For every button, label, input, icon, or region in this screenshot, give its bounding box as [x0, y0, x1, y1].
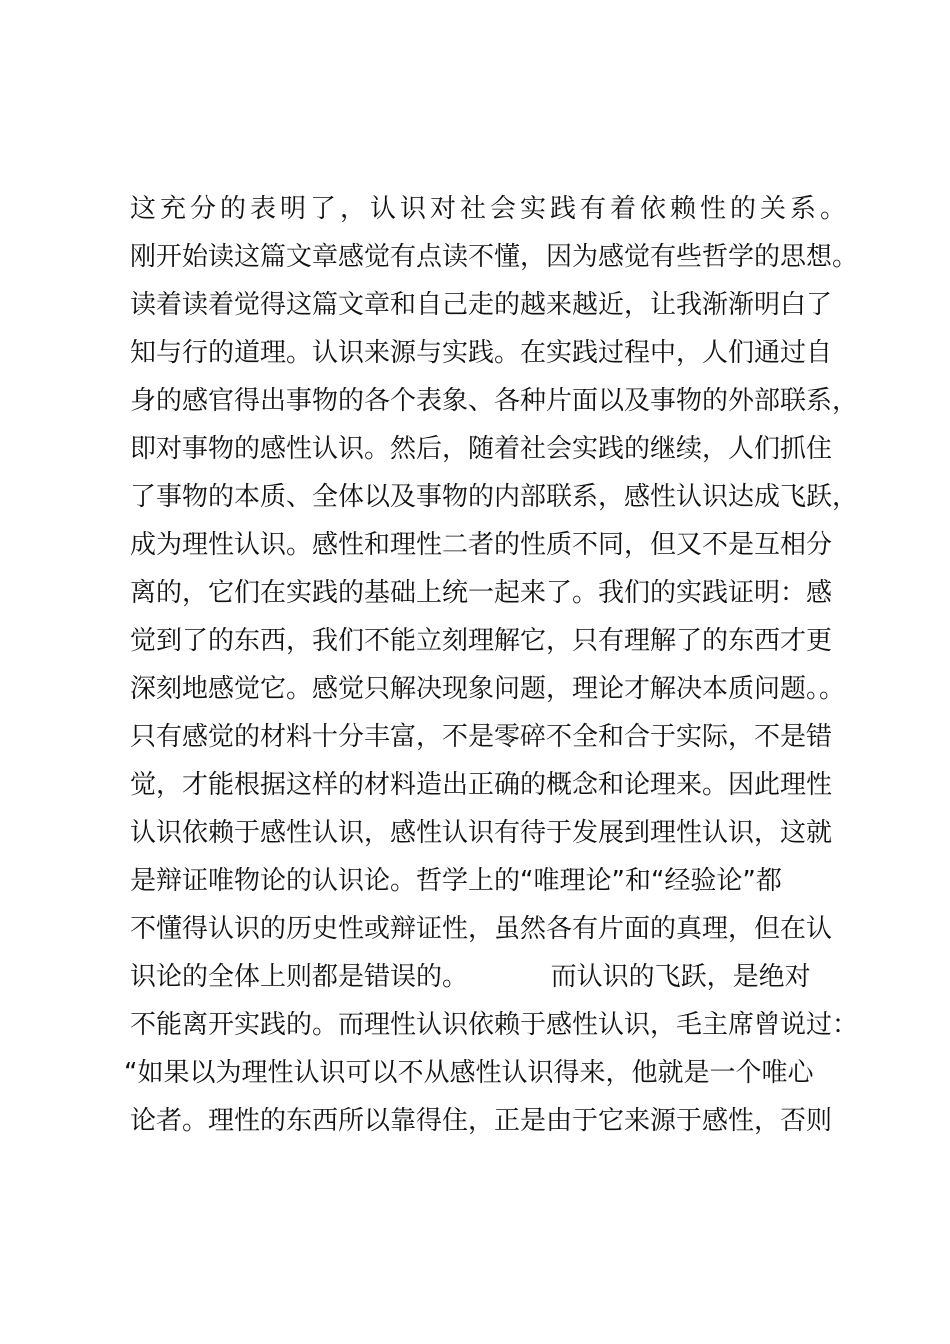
text-line: 刚开始读这篇文章感觉有点读不懂，因为感觉有些哲学的思想。: [130, 242, 859, 272]
text-line: 了事物的本质、全体以及事物的内部联系，感性认识达成飞跃，: [130, 482, 859, 512]
text-line: “如果以为理性认识可以不从感性认识得来，他就是一个唯心: [124, 1058, 814, 1088]
text-line: 即对事物的感性认识。然后，随着社会实践的继续，人们抓住: [130, 434, 833, 464]
text-line: 是辩证唯物论的认识论。哲学上的“唯理论”和“经验论”都: [130, 866, 782, 896]
text-line: 这充分的表明了，认识对社会实践有着依赖性的关系。: [130, 194, 851, 224]
text-line: 成为理性认识。感性和理性二者的性质不同，但又不是互相分: [130, 530, 833, 560]
document-body: [124, 185, 859, 1145]
text-line: 不懂得认识的历史性或辩证性，虽然各有片面的真理，但在认: [130, 914, 833, 944]
text-line: 身的感官得出事物的各个表象、各种片面以及事物的外部联系，: [130, 386, 859, 416]
text-line: 深刻地感觉它。感觉只解决现象问题，理论才解决本质问题。。: [130, 674, 846, 704]
text-line: 不能离开实践的。而理性认识依赖于感性认识，毛主席曾说过：: [130, 1010, 859, 1040]
text-line: 觉到了的东西，我们不能立刻理解它，只有理解了的东西才更: [130, 626, 833, 656]
text-line: 识论的全体上则都是错误的。 而认识的飞跃，是绝对: [130, 962, 811, 992]
text-line: 读着读着觉得这篇文章和自己走的越来越近，让我渐渐明白了: [130, 290, 833, 320]
text-line: 离的，它们在实践的基础上统一起来了。我们的实践证明：感: [130, 578, 833, 608]
text-line: 觉，才能根据这样的材料造出正确的概念和论理来。因此理性: [130, 770, 833, 800]
text-line: 认识依赖于感性认识，感性认识有待于发展到理性认识，这就: [130, 818, 833, 848]
text-line: 只有感觉的材料十分丰富，不是零碎不全和合于实际，不是错: [130, 722, 833, 752]
text-line: 论者。理性的东西所以靠得住，正是由于它来源于感性，否则: [130, 1106, 833, 1136]
text-line: 知与行的道理。认识来源与实践。在实践过程中，人们通过自: [130, 338, 833, 368]
